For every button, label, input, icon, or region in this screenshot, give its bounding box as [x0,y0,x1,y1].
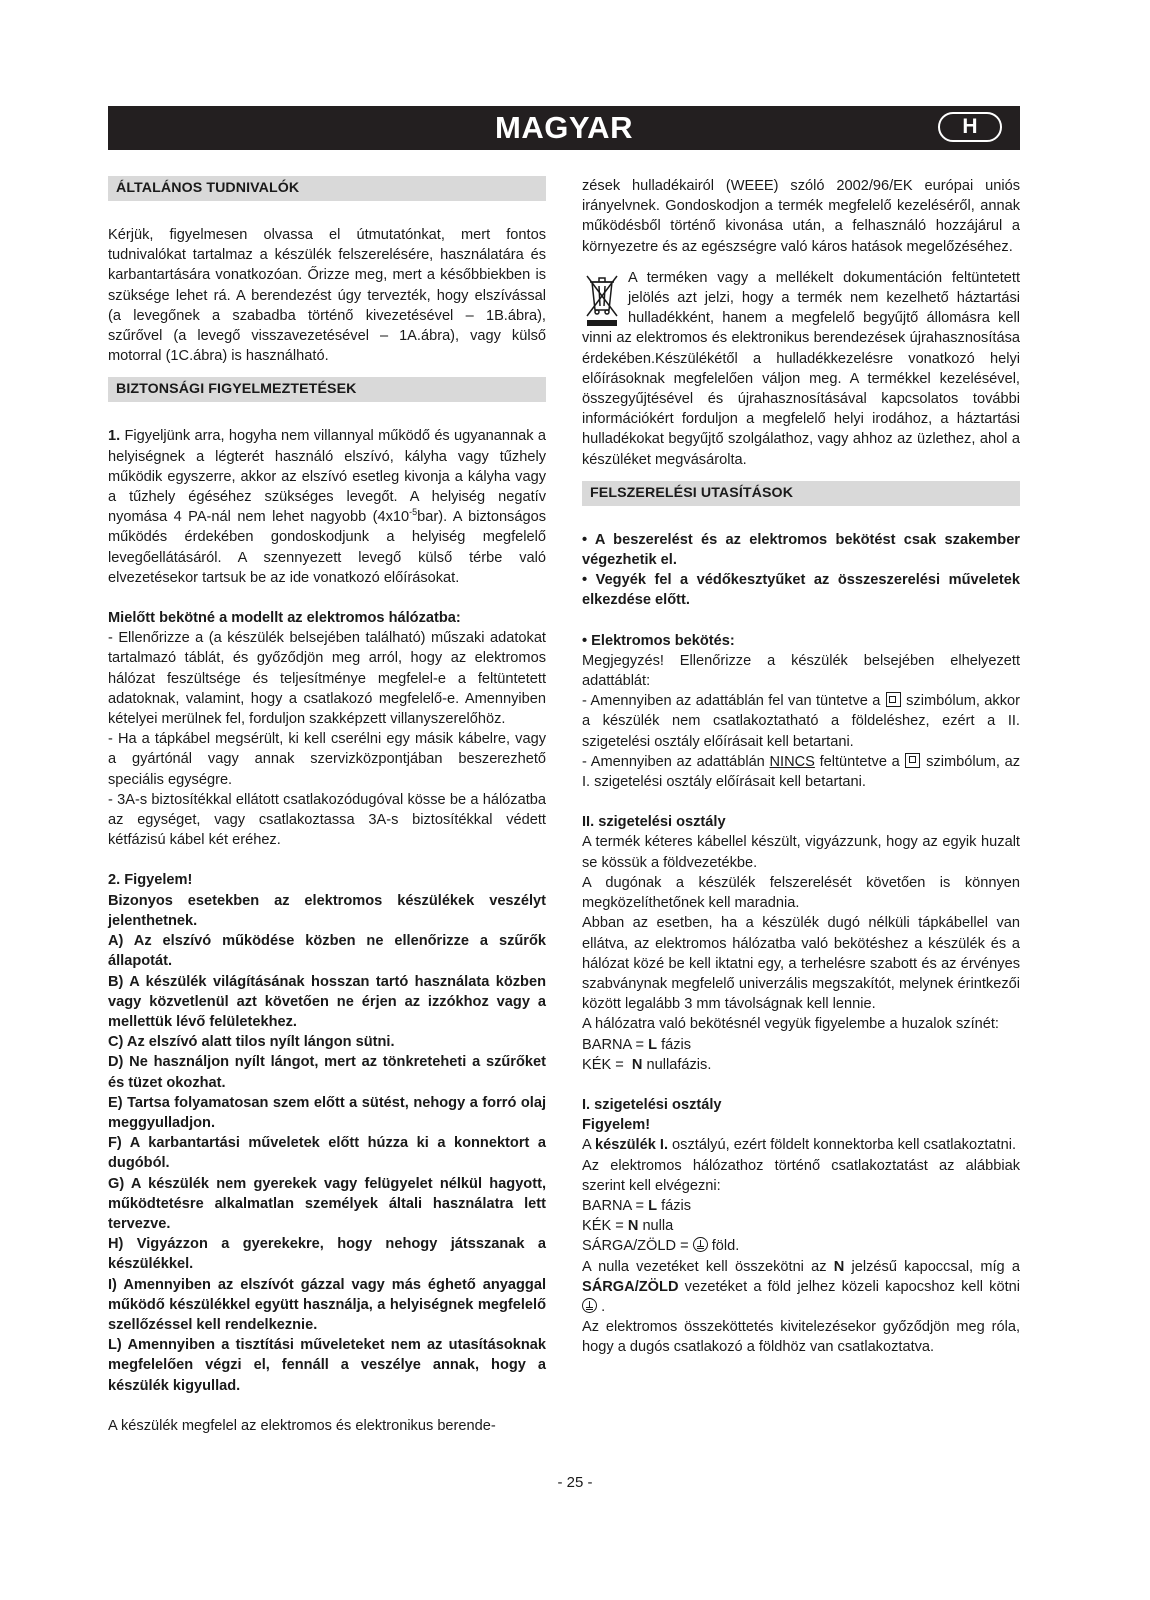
wire-blue: KÉK = N nulla [582,1218,674,1235]
warning-item: F) A karbantartási műveletek előtt húzza ki a konnektort a dugóból. [108,1135,546,1172]
warning-item: C) Az elszívó alatt tilos nyílt lángon sütni. [108,1034,395,1051]
class-ii-text: Abban az esetben, ha a készülék dugó nélküli tápkábellel van ellátva, az elektromos hálózatba való bekötéshez a készülék és a hálózat közé be kell iktatni egy, a terhelésre szabott és az érvényes szabványnak megfelelő univerzális megszakítót, melynek érintkezői között legalább 3 mm távolságnak kell lennie. [582,915,1020,1013]
warning-item: I) Amennyiben az elszívót gázzal vagy más éghető anyaggal működő készülékkel együtt használja, a helyiségnek megfelelő szellőzéssel kell rendelkeznie. [108,1276,546,1333]
section-heading-general: ÁLTALÁNOS TUDNIVALÓK [108,176,546,201]
language-banner [108,106,1020,150]
weee-continuation: zések hulladékairól (WEEE) szóló 2002/96/EK európai uniós irányelvnek. Gondoskodjon a termék megfelelő kezeléséről, annak működésből történő kivonása után, a felhasználó hozzájárul a környezetre és az egészségre való káros hatások megelőzéséhez. [582,178,1020,255]
before-connect-heading: Mielőtt bekötné a modellt az elektromos hálózatba: [108,610,461,627]
warning-intro: Bizonyos esetekben az elektromos készülékek veszélyt jelenthetnek. [108,892,546,929]
page-number: - 25 - [557,1474,593,1491]
safety-paragraph-1: 1. Figyeljünk arra, hogyha nem villannyal működő és ugyanannak a helyiségnek a légterét használó elszívó, kályha vagy tűzhely működik egyszerre, akkor az elszívó esetleg kivonja a kályha vagy a tűzhely égéséhez szükséges levegőt. A helyiség negatív nyomása 4 PA-nál nem lehet nagyobb $(4x10^{-5}bar)$. A biztonságos működés érdekében gondoskodjunk a helyiség megfelelő levegőellátásáról. A szennyezett levegő külső térbe való elvezetésekor tartsuk be az ide vonatkozó előírásokat. [108,428,546,586]
warning-item: H) Vigyázzon a gyerekekre, hogy nehogy játsszanak a készülékkel. [108,1236,546,1273]
wire-brown: BARNA = L fázis [582,1036,692,1053]
compliance-text: A készülék megfelel az elektromos és elektronikus berende- [108,1417,496,1434]
electrical-note: Megjegyzés! Ellenőrizze a készülék belsejében elhelyezett adattáblát: [582,652,1020,690]
class-ii-text: A hálózatra való bekötésnél vegyük figyelembe a huzalok színét: [582,1016,999,1033]
section-heading-safety: BIZTONSÁGI FIGYELMEZTETÉSEK [108,377,546,402]
crossed-bin-icon [582,270,622,328]
installation-bullet: • Vegyék fel a védőkesztyűket az összeszerelési műveletek elkezdése előtt. [582,572,1020,609]
warning-item: L) Amennyiben a tisztítási műveleteket nem az utasításoknak megfelelően végzi el, fennáll a veszélye annak, hogy a készülék kigyullad. [108,1337,546,1394]
section-heading-installation: FELSZERELÉSI UTASÍTÁSOK [582,481,1020,506]
class-i-text: A nulla vezetéket kell összekötni az N jelzésű kapoccsal, míg a SÁRGA/ZÖLD vezetéket a föld jelhez közeli kapocshoz kell kötni . [582,1258,1020,1315]
right-column [582,176,1020,1358]
class-ii-heading: II. szigetelési osztály [582,814,726,831]
class-i-text: Az elektromos összeköttetés kivitelezésekor győződjön meg róla, hogy a dugós csatlakozó a földhöz van csatlakoztatva. [582,1319,1020,1356]
class-i-text: Az elektromos hálózathoz történő csatlakoztatást az alábbiak szerint kell elvégezni: [582,1157,1020,1194]
warning-heading: 2. Figyelem! [108,872,193,889]
before-connect-item: - Ha a tápkábel megsérült, ki kell cserélni egy másik kábelre, vagy a gyártónál vagy annak szervizközpontjában beszerezhető speciális egységre. [108,731,546,788]
page-title: MAGYAR [495,110,633,145]
wire-brown: BARNA = L fázis [582,1197,692,1214]
class-ii-text: A dugónak a készülék felszerelését követően is könnyen megközelíthetőnek kell maradnia. [582,874,1020,912]
electrical-case-a: - Amennyiben az adattáblán fel van tüntetve a szimbólum, akkor a készülék nem csatlakoztatható a földeléshez, ezért a II. szigetelési osztály előírásait kell betartani. [582,693,1020,750]
electrical-heading: • Elektromos bekötés: [582,632,735,649]
warning-item: B) A készülék világításának hosszan tartó használata közben vagy közvetlenül azt követően ne érjen az izzókhoz vagy a mellettük lévő felületekhez. [108,973,546,1030]
class-i-text: A készülék I. osztályú, ezért földelt konnektorba kell csatlakoztatni. [582,1137,1016,1154]
warning-item: D) Ne használjon nyílt lángot, mert az tönkreteheti a szűrőket és tüzet okozhat. [108,1054,546,1091]
ground-icon [582,1298,597,1313]
class-i-heading: I. szigetelési osztály [582,1096,722,1113]
warning-item: G) A készülék nem gyerekek vagy felügyelet nélkül hagyott, működtetésre alkalmatlan személyek általi használatra lett tervezve. [108,1175,546,1232]
warning-item: A) Az elszívó működése közben ne ellenőrizze a szűrők állapotát. [108,933,546,970]
weee-block [582,268,1020,470]
wire-blue: KÉK = N nullafázis. [582,1056,712,1073]
intro-paragraph: Kérjük, figyelmesen olvassa el útmutatónkat, mert fontos tudnivalókat tartalmaz a készülék felszerelésére, használatára és karbantartására vonatkozóan. Őrizze meg, mert a későbbiekben is szüksége lehet rá. A berendezést úgy tervezték, hogy elszívással (a levegőnek a szabadba történő kivezetésével – 1B.ábra), szűrővel (a levegő visszavezetésével – 1A.ábra), vagy külső motorral (1C.ábra) is használható. [108,227,546,365]
weee-paragraph: A terméken vagy a mellékelt dokumentáción feltüntetett jelölés azt jelzi, hogy a termék nem kezelhető háztartási hulladékként, hanem a megfelelő begyűjtő állomásra kell vinni az elektromos és elektronikus berendezések újrahasznosítása érdekében.Készülékétől a hulladékkezelésre vonatkozó helyi előírásoknak megfelelően váljon meg. A termékkel kezelésével, összegyűjtésével és újrahasznosításával kapcsolatos további információkért forduljon a megfelelő helyi irodához, a háztartási hulladékokat begyűjtő szolgálathoz, vagy ahhoz az üzlethez, ahol a készüléket megvásárolta. [582,269,1020,468]
left-column [108,176,546,1436]
electrical-case-b: - Amennyiben az adattáblán NINCS feltüntetve a szimbólum, az I. szigetelési osztály előírásait kell betartani. [582,753,1020,791]
wire-yellow-green: SÁRGA/ZÖLD = föld. [582,1238,740,1255]
installation-bullet: • A beszerelést és az elektromos bekötést csak szakember végezhetik el. [582,531,1020,569]
double-insulation-icon [886,692,901,707]
before-connect-item: - Ellenőrizze a (a készülék belsejében található) műszaki adatokat tartalmazó táblát, és győződjön meg arról, hogy az elektromos hálózat feszültsége és teljesítménye megfelel-e a feltüntetett adatoknak, valamint, hogy a csatlakozó megfelelő-e. Amennyiben kételyei merülnek fel, forduljon szakképzett villanyszerelőhöz. [108,630,546,728]
warning-item: E) Tartsa folyamatosan szem előtt a sütést, nehogy a forró olaj meggyulladjon. [108,1094,546,1131]
class-i-warning: Figyelem! [582,1117,651,1134]
language-badge: H [938,112,1002,142]
double-insulation-icon [905,753,920,768]
ground-icon [693,1237,708,1252]
class-ii-text: A termék kéteres kábellel készült, vigyázzunk, hogy az egyik huzalt se kössük a földvezetékbe. [582,834,1020,871]
before-connect-item: - 3A-s biztosítékkal ellátott csatlakozódugóval kösse be a hálózatba az egységet, vagy csatlakoztassa 3A-s biztosítékkal védett kétfázisú kábel két eréhez. [108,791,546,849]
